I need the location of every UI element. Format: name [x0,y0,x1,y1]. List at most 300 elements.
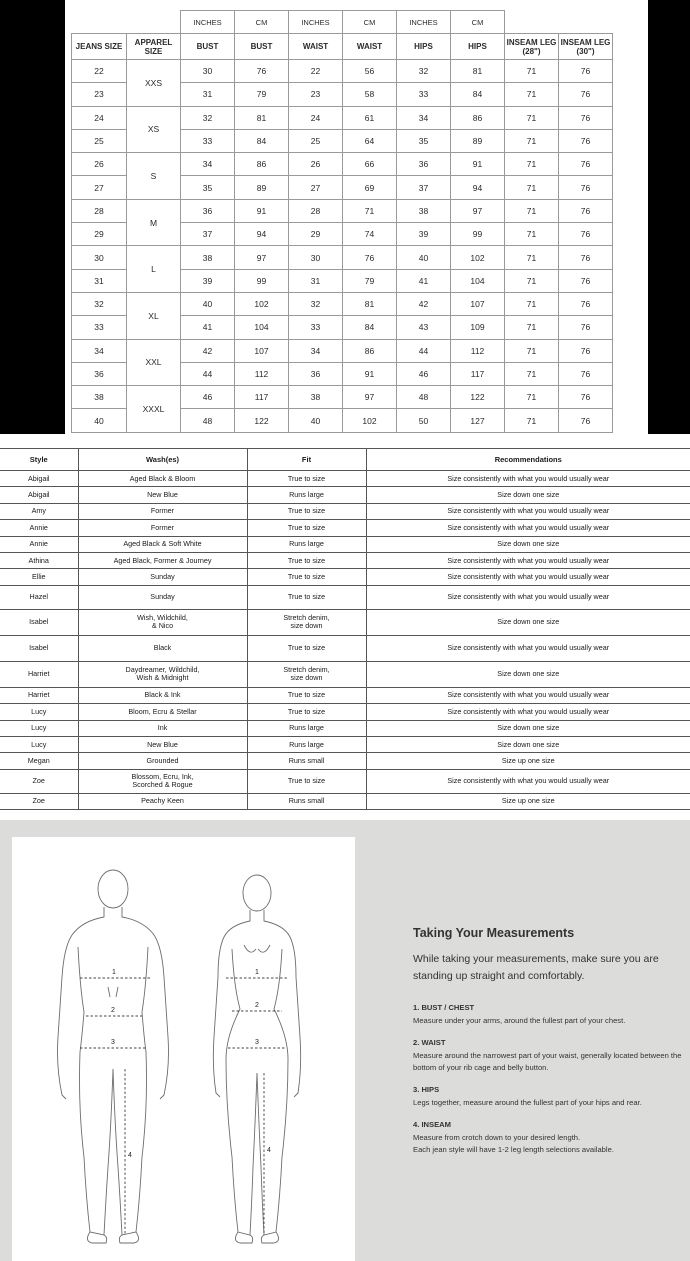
table-cell: 32 [289,292,343,315]
table-cell: 46 [181,386,235,409]
fit-row [0,704,690,720]
table-cell: 71 [505,83,559,106]
fit-row [0,585,690,609]
fit-cell: Size consistently with what you would usually wear [366,471,690,487]
table-cell: 84 [451,83,505,106]
table-cell: 28 [289,199,343,222]
table-cell: 27 [72,176,127,199]
fit-row [0,487,690,503]
column-header: WAIST [343,34,397,60]
table-cell: 76 [559,60,613,83]
body-outline-illustration [12,837,355,1261]
fit-cell: True to size [247,471,366,487]
table-cell: 43 [397,316,451,339]
unit-header: CM [235,11,289,34]
column-header: BUST [235,34,289,60]
table-cell: 22 [72,60,127,83]
table-cell: 76 [559,362,613,385]
table-cell: 76 [559,106,613,129]
table-cell: 76 [559,176,613,199]
female-label-4: 4 [267,1147,271,1154]
table-row [72,60,613,83]
fit-cell: Megan [0,753,78,769]
female-figure-outline [213,875,300,1243]
blank-cell [559,11,613,34]
table-cell: 71 [505,199,559,222]
table-cell: 76 [559,129,613,152]
fit-cell: Former [78,520,247,536]
table-cell: 97 [235,246,289,269]
table-cell: 76 [559,316,613,339]
fit-cell: Sunday [78,585,247,609]
measurement-section [0,820,690,1261]
table-cell: 94 [235,223,289,246]
table-cell: 81 [451,60,505,83]
fit-cell: Size consistently with what you would usually wear [366,552,690,568]
table-cell: 35 [397,129,451,152]
table-cell: 40 [72,409,127,432]
column-header: INSEAM LEG (28") [505,34,559,60]
blank-cell [72,11,127,34]
fit-cell: Wish, Wildchild, & Nico [78,609,247,635]
fit-cell: Abigail [0,487,78,503]
table-cell: 27 [289,176,343,199]
table-cell: 99 [451,223,505,246]
fit-cell: Size consistently with what you would usually wear [366,704,690,720]
fit-guide-section [0,448,690,818]
fit-cell: True to size [247,520,366,536]
fit-cell: Amy [0,503,78,519]
guide-item-bust [413,1003,683,1027]
fit-cell: Size up one size [366,793,690,809]
table-cell: 41 [181,316,235,339]
table-cell: 24 [289,106,343,129]
table-cell: 71 [505,176,559,199]
fit-cell: Black [78,635,247,661]
table-cell: 36 [72,362,127,385]
fit-header-row [0,449,690,471]
female-label-1: 1 [255,969,259,976]
fit-guide-table [0,448,690,810]
table-row [72,106,613,129]
column-header: JEANS SIZE [72,34,127,60]
table-cell: 38 [181,246,235,269]
table-cell: 46 [397,362,451,385]
table-cell: 48 [397,386,451,409]
guide-intro: While taking your measurements, make sure you are standing up straight and comfortably. [413,953,659,982]
table-cell: 102 [451,246,505,269]
table-cell: 74 [343,223,397,246]
table-cell: 86 [451,106,505,129]
fit-cell: Runs small [247,753,366,769]
table-cell: 40 [289,409,343,432]
table-cell: 71 [505,106,559,129]
table-cell: 36 [397,153,451,176]
guide-item-inseam [413,1120,683,1156]
fit-row [0,769,690,793]
fit-cell: Aged Black, Former & Journey [78,552,247,568]
table-cell: 112 [451,339,505,362]
fit-row [0,471,690,487]
table-cell: 48 [181,409,235,432]
male-label-2: 2 [111,1007,115,1014]
table-cell: 32 [397,60,451,83]
size-chart-section [0,0,690,434]
table-cell: 25 [289,129,343,152]
table-cell: 112 [235,362,289,385]
table-cell: 22 [289,60,343,83]
male-figure-outline [58,870,169,1243]
table-cell: 76 [559,199,613,222]
table-cell: 89 [235,176,289,199]
fit-cell: Abigail [0,471,78,487]
apparel-size-cell: M [127,199,181,246]
fit-row [0,736,690,752]
fit-row [0,687,690,703]
table-row [72,339,613,362]
table-cell: 33 [181,129,235,152]
table-cell: 34 [72,339,127,362]
table-cell: 76 [559,409,613,432]
table-cell: 107 [235,339,289,362]
guide-item-heading: 3. HIPS [413,1085,440,1094]
table-cell: 29 [72,223,127,246]
apparel-size-cell: S [127,153,181,200]
table-cell: 76 [559,339,613,362]
table-cell: 89 [451,129,505,152]
table-row [72,153,613,176]
table-cell: 40 [397,246,451,269]
fit-cell: Grounded [78,753,247,769]
table-cell: 76 [559,269,613,292]
table-cell: 26 [72,153,127,176]
guide-item-heading: 2. WAIST [413,1038,446,1047]
table-cell: 38 [397,199,451,222]
fit-cell: Size consistently with what you would usually wear [366,520,690,536]
blank-cell [127,11,181,34]
table-cell: 31 [289,269,343,292]
table-cell: 91 [451,153,505,176]
fit-cell: True to size [247,503,366,519]
table-cell: 99 [235,269,289,292]
guide-title: Taking Your Measurements [413,926,575,940]
table-cell: 122 [235,409,289,432]
table-cell: 104 [451,269,505,292]
fit-cell: Size down one size [366,720,690,736]
table-cell: 37 [397,176,451,199]
table-cell: 66 [343,153,397,176]
fit-cell: Annie [0,536,78,552]
fit-cell: Blossom, Ecru, Ink, Scorched & Rogue [78,769,247,793]
table-cell: 71 [343,199,397,222]
guide-item-waist [413,1038,683,1074]
table-cell: 28 [72,199,127,222]
table-cell: 39 [181,269,235,292]
column-header: APPAREL SIZE [127,34,181,60]
guide-item-text: Legs together, measure around the fullest part of your hips and rear. [413,1098,642,1107]
table-cell: 58 [343,83,397,106]
male-label-4: 4 [128,1152,132,1159]
table-cell: 61 [343,106,397,129]
fit-row [0,661,690,687]
table-cell: 50 [397,409,451,432]
fit-row [0,536,690,552]
table-cell: 29 [289,223,343,246]
table-cell: 84 [235,129,289,152]
column-header: HIPS [451,34,505,60]
table-cell: 39 [397,223,451,246]
table-cell: 76 [559,83,613,106]
table-row [72,386,613,409]
table-cell: 76 [235,60,289,83]
fit-cell: Black & Ink [78,687,247,703]
fit-row [0,552,690,568]
size-chart-table [71,10,613,433]
fit-cell: Size consistently with what you would usually wear [366,569,690,585]
guide-item-hips [413,1085,683,1109]
table-cell: 71 [505,246,559,269]
table-cell: 33 [72,316,127,339]
fit-cell: Runs large [247,736,366,752]
fit-cell: Size down one size [366,536,690,552]
fit-column-header: Wash(es) [78,449,247,471]
apparel-size-cell: XL [127,292,181,339]
table-cell: 71 [505,60,559,83]
unit-header: CM [343,11,397,34]
fit-row [0,720,690,736]
unit-header: INCHES [289,11,343,34]
table-cell: 71 [505,129,559,152]
table-cell: 102 [235,292,289,315]
table-cell: 71 [505,409,559,432]
fit-row [0,753,690,769]
fit-cell: Zoe [0,793,78,809]
fit-cell: Bloom, Ecru & Stellar [78,704,247,720]
fit-cell: Size up one size [366,753,690,769]
fit-cell: Size consistently with what you would usually wear [366,503,690,519]
table-cell: 23 [289,83,343,106]
fit-cell: Daydreamer, Wildchild, Wish & Midnight [78,661,247,687]
column-header: WAIST [289,34,343,60]
table-cell: 26 [289,153,343,176]
guide-item-heading: 4. INSEAM [413,1120,451,1129]
blank-cell [505,11,559,34]
column-header: HIPS [397,34,451,60]
table-cell: 107 [451,292,505,315]
table-row [72,292,613,315]
table-cell: 31 [181,83,235,106]
body-figure-panel [12,837,355,1261]
fit-cell: True to size [247,635,366,661]
fit-cell: Aged Black & Soft White [78,536,247,552]
fit-cell: Former [78,503,247,519]
fit-cell: Hazel [0,585,78,609]
table-cell: 97 [343,386,397,409]
table-cell: 109 [451,316,505,339]
fit-cell: Size consistently with what you would usually wear [366,769,690,793]
table-cell: 71 [505,316,559,339]
fit-cell: True to size [247,687,366,703]
fit-cell: Runs large [247,487,366,503]
fit-cell: True to size [247,704,366,720]
female-label-3: 3 [255,1039,259,1046]
table-cell: 32 [72,292,127,315]
fit-cell: Ink [78,720,247,736]
table-cell: 30 [289,246,343,269]
fit-cell: Size down one size [366,487,690,503]
table-cell: 71 [505,292,559,315]
fit-row [0,569,690,585]
fit-row [0,503,690,519]
table-cell: 76 [559,153,613,176]
guide-item-heading: 1. BUST / CHEST [413,1003,475,1012]
guide-item-text: Measure under your arms, around the fullest part of your chest. [413,1016,626,1025]
table-cell: 81 [235,106,289,129]
fit-cell: Size consistently with what you would usually wear [366,585,690,609]
table-cell: 38 [72,386,127,409]
fit-cell: New Blue [78,736,247,752]
table-cell: 76 [559,246,613,269]
table-cell: 71 [505,223,559,246]
table-cell: 64 [343,129,397,152]
table-cell: 42 [181,339,235,362]
fit-cell: Runs small [247,793,366,809]
table-cell: 71 [505,386,559,409]
table-cell: 117 [235,386,289,409]
table-cell: 71 [505,339,559,362]
unit-row [72,11,613,34]
table-cell: 34 [181,153,235,176]
fit-column-header: Recommendations [366,449,690,471]
table-cell: 86 [343,339,397,362]
table-cell: 36 [289,362,343,385]
fit-cell: Runs large [247,536,366,552]
fit-column-header: Fit [247,449,366,471]
table-cell: 44 [397,339,451,362]
table-cell: 69 [343,176,397,199]
fit-row [0,793,690,809]
fit-cell: Isabel [0,635,78,661]
table-cell: 35 [181,176,235,199]
column-header: BUST [181,34,235,60]
size-chart-panel [65,0,648,434]
table-cell: 25 [72,129,127,152]
fit-cell: Stretch denim, size down [247,609,366,635]
male-label-1: 1 [112,969,116,976]
table-cell: 34 [397,106,451,129]
table-cell: 76 [343,246,397,269]
female-label-2: 2 [255,1002,259,1009]
fit-row [0,609,690,635]
fit-cell: True to size [247,552,366,568]
table-cell: 104 [235,316,289,339]
fit-cell: Aged Black & Bloom [78,471,247,487]
table-cell: 71 [505,153,559,176]
fit-row [0,635,690,661]
table-cell: 97 [451,199,505,222]
guide-item-text: Measure around the narrowest part of your waist, generally located between the bottom of your rib cage and belly button. [413,1051,682,1072]
measurement-guide [413,926,683,1167]
table-cell: 44 [181,362,235,385]
unit-header: INCHES [397,11,451,34]
fit-cell: Size down one size [366,736,690,752]
table-cell: 42 [397,292,451,315]
table-row [72,199,613,222]
apparel-size-cell: XXL [127,339,181,386]
table-cell: 71 [505,269,559,292]
table-cell: 86 [235,153,289,176]
table-cell: 33 [397,83,451,106]
table-cell: 34 [289,339,343,362]
fit-cell: Stretch denim, size down [247,661,366,687]
table-cell: 30 [72,246,127,269]
fit-cell: Ellie [0,569,78,585]
table-cell: 94 [451,176,505,199]
fit-cell: Lucy [0,736,78,752]
table-cell: 76 [559,386,613,409]
apparel-size-cell: XXS [127,60,181,107]
table-cell: 79 [235,83,289,106]
apparel-size-cell: XXXL [127,386,181,433]
fit-cell: Size consistently with what you would usually wear [366,635,690,661]
guide-item-text: Measure from crotch down to your desired length. Each jean style will have 1-2 leg length selections available. [413,1133,614,1154]
table-cell: 117 [451,362,505,385]
fit-cell: Peachy Keen [78,793,247,809]
table-cell: 41 [397,269,451,292]
unit-header: INCHES [181,11,235,34]
table-cell: 91 [343,362,397,385]
table-cell: 81 [343,292,397,315]
fit-cell: Isabel [0,609,78,635]
table-cell: 40 [181,292,235,315]
fit-column-header: Style [0,449,78,471]
table-cell: 33 [289,316,343,339]
male-label-3: 3 [111,1039,115,1046]
apparel-size-cell: XS [127,106,181,153]
fit-cell: Runs large [247,720,366,736]
table-cell: 24 [72,106,127,129]
fit-row [0,520,690,536]
unit-header: CM [451,11,505,34]
table-cell: 79 [343,269,397,292]
fit-cell: True to size [247,569,366,585]
fit-cell: Lucy [0,704,78,720]
fit-cell: Sunday [78,569,247,585]
table-cell: 102 [343,409,397,432]
table-cell: 32 [181,106,235,129]
fit-cell: Zoe [0,769,78,793]
table-cell: 76 [559,223,613,246]
fit-cell: True to size [247,585,366,609]
fit-cell: Annie [0,520,78,536]
table-cell: 37 [181,223,235,246]
fit-cell: New Blue [78,487,247,503]
table-cell: 36 [181,199,235,222]
fit-cell: Size down one size [366,609,690,635]
fit-cell: True to size [247,769,366,793]
table-cell: 71 [505,362,559,385]
fit-cell: Size down one size [366,661,690,687]
table-cell: 127 [451,409,505,432]
table-cell: 76 [559,292,613,315]
table-cell: 31 [72,269,127,292]
column-header: INSEAM LEG (30") [559,34,613,60]
fit-cell: Lucy [0,720,78,736]
table-cell: 56 [343,60,397,83]
table-cell: 91 [235,199,289,222]
table-cell: 30 [181,60,235,83]
fit-cell: Harriet [0,661,78,687]
